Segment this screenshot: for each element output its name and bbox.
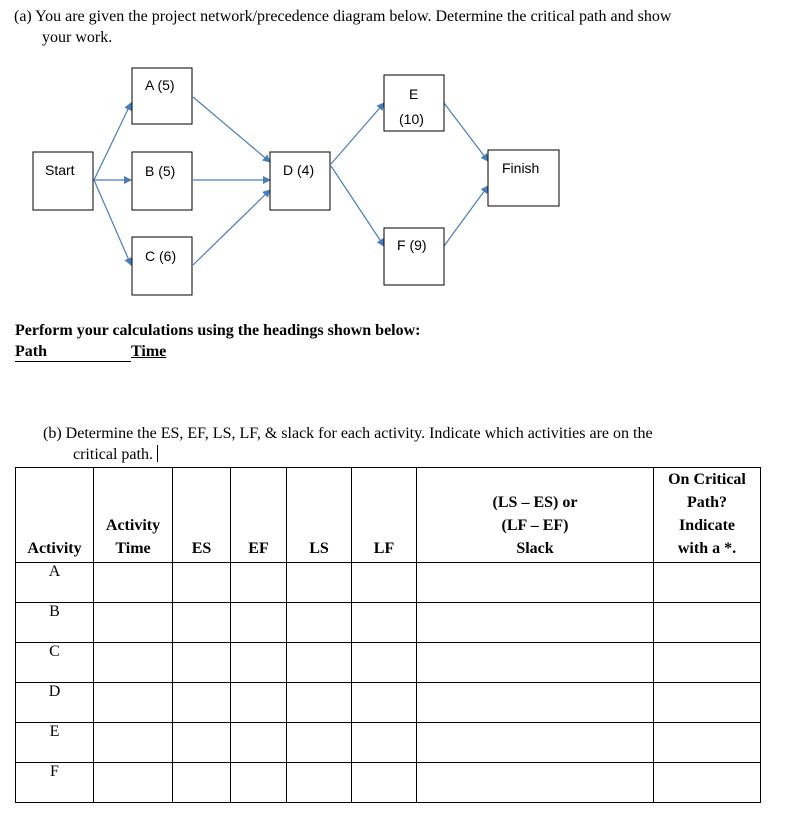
cell-activity: D [16,683,94,723]
cell-activity: A [16,563,94,603]
table-header-row [16,468,761,563]
cell-es[interactable] [173,563,231,603]
cell-es[interactable] [173,683,231,723]
cell-es[interactable] [173,763,231,803]
precedence-diagram [0,60,787,305]
cell-es[interactable] [173,603,231,643]
header-lf [352,468,417,563]
header-ef [231,468,287,563]
heading-path: Path [15,343,131,362]
cell-lf[interactable] [352,683,417,723]
cell-activity-time[interactable] [94,723,173,763]
cell-critical[interactable] [654,723,761,763]
perform-instructions: Perform your calculations using the headings shown below: [15,322,421,339]
cell-lf[interactable] [352,763,417,803]
cell-ef[interactable] [231,643,287,683]
cell-slack[interactable] [417,723,654,763]
header-critical-line3: Indicate [679,517,735,534]
node-finish-label: Finish [502,160,540,176]
header-lf-text: LF [373,540,395,557]
cell-ls[interactable] [287,563,352,603]
header-ls-text: LS [309,540,329,557]
cell-critical[interactable] [654,643,761,683]
cell-ef[interactable] [231,563,287,603]
cell-ef[interactable] [231,723,287,763]
cell-ef[interactable] [231,683,287,723]
cell-slack[interactable] [417,603,654,643]
header-activity [16,468,94,563]
cell-lf[interactable] [352,723,417,763]
cell-activity: C [16,643,94,683]
table-row [16,683,761,723]
question-b-line2: critical path. [73,446,153,463]
cell-lf[interactable] [352,563,417,603]
header-critical-path [654,468,761,563]
cell-activity: B [16,603,94,643]
cell-critical[interactable] [654,563,761,603]
node-f-label: F (9) [397,237,427,253]
edge-f-finish [444,186,488,246]
node-b-label: B (5) [145,163,176,179]
node-d-label: D (4) [283,162,315,178]
table-row [16,603,761,643]
cell-activity-time[interactable] [94,683,173,723]
heading-time: Time [131,343,167,360]
cell-lf[interactable] [352,643,417,683]
cell-ls[interactable] [287,603,352,643]
cell-slack[interactable] [417,643,654,683]
header-es [173,468,231,563]
node-finish [488,150,559,206]
header-activity-text: Activity [27,540,82,557]
question-b-line2-wrap [43,444,743,465]
header-activity-time-line1: Activity [105,517,161,534]
node-e-time-label: (10) [399,111,424,127]
table-row [16,643,761,683]
node-start-label: Start [45,162,75,178]
cell-ls[interactable] [287,723,352,763]
table-row [16,763,761,803]
edge-d-e [331,103,384,164]
cell-lf[interactable] [352,603,417,643]
edge-e-finish [444,103,488,161]
table-row [16,563,761,603]
header-slack [417,468,654,563]
header-activity-time [94,468,173,563]
cell-critical[interactable] [654,763,761,803]
cell-es[interactable] [173,643,231,683]
node-e-name-label: E [409,86,419,102]
cell-slack[interactable] [417,563,654,603]
cell-es[interactable] [173,723,231,763]
question-a [14,6,779,48]
header-ef-text: EF [248,540,269,557]
edge-a-d [193,97,270,162]
path-time-headings [15,343,166,362]
cell-ls[interactable] [287,683,352,723]
edge-d-f [331,166,384,246]
cell-ef[interactable] [231,603,287,643]
header-critical-line1: On Critical [668,471,746,488]
cell-activity: F [16,763,94,803]
cell-activity-time[interactable] [94,763,173,803]
cell-slack[interactable] [417,683,654,723]
header-es-text: ES [191,540,212,557]
cell-critical[interactable] [654,603,761,643]
question-a-line2: your work. [42,29,113,46]
node-b [132,152,192,210]
question-b-line1: (b) Determine the ES, EF, LS, LF, & slack for each activity. Indicate which activities are on the [43,425,653,442]
node-a-label: A (5) [145,77,175,93]
header-activity-time-line2: Time [115,540,151,557]
question-a-line1: (a) You are given the project network/precedence diagram below. Determine the critical path and show [14,8,672,25]
edge-c-d [193,190,270,265]
question-b [43,423,743,465]
cell-activity-time[interactable] [94,643,173,683]
edge-start-a [94,103,131,180]
node-start [33,152,93,210]
text-cursor [157,445,158,462]
header-slack-line1: (LS – ES) or [492,494,578,511]
cell-activity-time[interactable] [94,603,173,643]
cell-activity: E [16,723,94,763]
node-c [132,237,192,295]
activity-table [15,467,761,803]
edge-start-c [94,180,131,265]
header-critical-line2: Path? [687,494,727,511]
cell-ef[interactable] [231,763,287,803]
cell-activity-time[interactable] [94,563,173,603]
cell-critical[interactable] [654,683,761,723]
cell-ls[interactable] [287,643,352,683]
cell-ls[interactable] [287,763,352,803]
header-slack-line2: (LF – EF) [501,517,569,534]
node-c-label: C (6) [145,248,177,264]
table-row [16,723,761,763]
header-slack-line3: Slack [516,540,554,557]
header-ls [287,468,352,563]
node-d [270,152,330,210]
header-critical-line4: with a *. [677,540,737,557]
cell-slack[interactable] [417,763,654,803]
